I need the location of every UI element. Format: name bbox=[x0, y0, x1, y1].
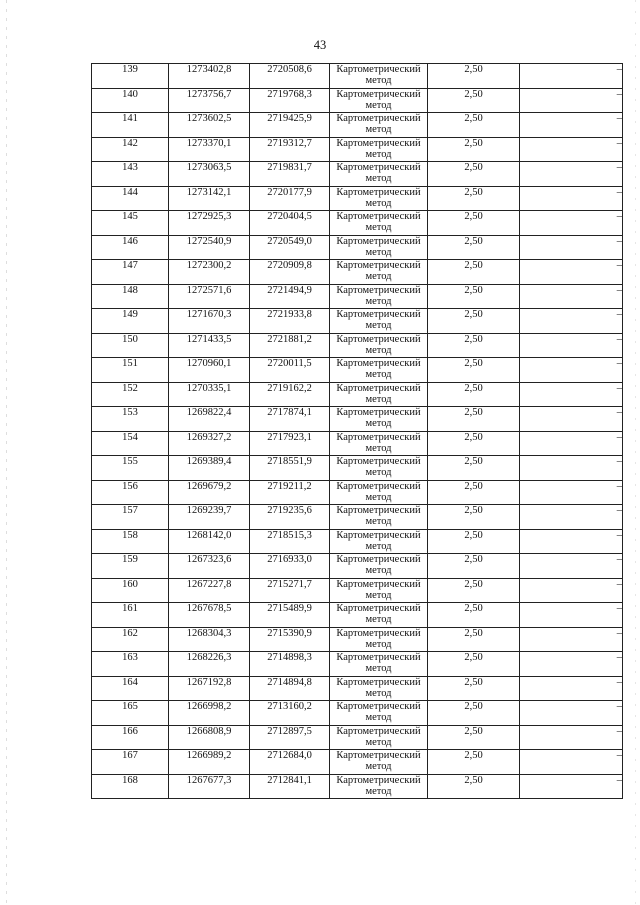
table-row bbox=[92, 64, 623, 89]
method-cell bbox=[330, 211, 428, 236]
x-coordinate-cell: 1266989,2 bbox=[169, 750, 250, 775]
x-coordinate-cell: 1272540,9 bbox=[169, 235, 250, 260]
y-coordinate-cell: 2717923,1 bbox=[250, 431, 330, 456]
point-number-cell: 168 bbox=[92, 774, 169, 799]
description-cell: – bbox=[520, 186, 623, 211]
method-line-1: Картометрический bbox=[336, 113, 421, 124]
description-cell: – bbox=[520, 162, 623, 187]
x-coordinate-cell: 1269389,4 bbox=[169, 456, 250, 481]
precision-cell: 2,50 bbox=[428, 725, 520, 750]
table-row bbox=[92, 88, 623, 113]
y-coordinate-cell: 2715390,9 bbox=[250, 627, 330, 652]
method-cell bbox=[330, 407, 428, 432]
table-row bbox=[92, 113, 623, 138]
table-row bbox=[92, 162, 623, 187]
method-line-1: Картометрический bbox=[336, 750, 421, 761]
method-line-1: Картометрический bbox=[336, 137, 421, 149]
precision-cell: 2,50 bbox=[428, 64, 520, 89]
method-line-2: метод bbox=[365, 246, 392, 258]
description-cell: – bbox=[520, 627, 623, 652]
method-line-2: метод bbox=[365, 540, 392, 552]
x-coordinate-cell: 1267323,6 bbox=[169, 554, 250, 579]
method-line-2: метод bbox=[365, 173, 392, 184]
x-coordinate-cell: 1273756,7 bbox=[169, 88, 250, 113]
precision-cell: 2,50 bbox=[428, 554, 520, 579]
description-cell: – bbox=[520, 603, 623, 628]
precision-cell: 2,50 bbox=[428, 456, 520, 481]
point-number-cell: 156 bbox=[92, 480, 169, 505]
point-number-cell: 139 bbox=[92, 64, 169, 89]
method-line-2: метод bbox=[365, 271, 392, 282]
point-number-cell: 162 bbox=[92, 627, 169, 652]
table-row bbox=[92, 235, 623, 260]
precision-cell: 2,50 bbox=[428, 480, 520, 505]
description-cell: – bbox=[520, 431, 623, 456]
description-cell: – bbox=[520, 701, 623, 726]
point-number-cell: 155 bbox=[92, 456, 169, 481]
method-line-2: метод bbox=[365, 736, 392, 748]
precision-cell: 2,50 bbox=[428, 113, 520, 138]
precision-cell: 2,50 bbox=[428, 211, 520, 236]
x-coordinate-cell: 1272300,2 bbox=[169, 260, 250, 285]
y-coordinate-cell: 2714894,8 bbox=[250, 676, 330, 701]
x-coordinate-cell: 1268304,3 bbox=[169, 627, 250, 652]
y-coordinate-cell: 2721881,2 bbox=[250, 333, 330, 358]
method-line-2: метод bbox=[365, 687, 392, 699]
y-coordinate-cell: 2712841,1 bbox=[250, 774, 330, 799]
description-cell: – bbox=[520, 64, 623, 89]
method-cell bbox=[330, 505, 428, 530]
method-line-1: Картометрический bbox=[336, 725, 421, 737]
method-line-1: Картометрический bbox=[336, 554, 421, 565]
method-line-1: Картометрический bbox=[336, 456, 421, 467]
precision-cell: 2,50 bbox=[428, 88, 520, 113]
method-line-1: Картометрический bbox=[336, 260, 421, 271]
point-number-cell: 166 bbox=[92, 725, 169, 750]
method-line-2: метод bbox=[365, 418, 392, 429]
method-line-2: метод bbox=[365, 222, 392, 233]
point-number-cell: 141 bbox=[92, 113, 169, 138]
method-line-2: метод bbox=[365, 99, 392, 111]
method-line-1: Картометрический bbox=[336, 480, 421, 492]
method-cell bbox=[330, 309, 428, 334]
x-coordinate-cell: 1273602,5 bbox=[169, 113, 250, 138]
method-cell bbox=[330, 137, 428, 162]
table-row bbox=[92, 529, 623, 554]
point-number-cell: 163 bbox=[92, 652, 169, 677]
y-coordinate-cell: 2715271,7 bbox=[250, 578, 330, 603]
x-coordinate-cell: 1273063,5 bbox=[169, 162, 250, 187]
y-coordinate-cell: 2719211,2 bbox=[250, 480, 330, 505]
method-line-2: метод bbox=[365, 491, 392, 503]
x-coordinate-cell: 1266998,2 bbox=[169, 701, 250, 726]
scan-edge-right bbox=[635, 0, 636, 905]
x-coordinate-cell: 1267192,8 bbox=[169, 676, 250, 701]
method-line-1: Картометрический bbox=[336, 431, 421, 443]
y-coordinate-cell: 2721933,8 bbox=[250, 309, 330, 334]
method-line-1: Картометрический bbox=[336, 333, 421, 345]
method-line-1: Картометрический bbox=[336, 309, 421, 320]
method-line-1: Картометрический bbox=[336, 358, 421, 369]
method-line-1: Картометрический bbox=[336, 603, 421, 614]
method-cell bbox=[330, 603, 428, 628]
table-row bbox=[92, 578, 623, 603]
method-line-1: Картометрический bbox=[336, 676, 421, 688]
table-row bbox=[92, 652, 623, 677]
method-cell bbox=[330, 578, 428, 603]
point-number-cell: 154 bbox=[92, 431, 169, 456]
method-line-2: метод bbox=[365, 467, 392, 478]
method-cell bbox=[330, 676, 428, 701]
description-cell: – bbox=[520, 725, 623, 750]
method-line-1: Картометрический bbox=[336, 64, 421, 75]
table-row bbox=[92, 382, 623, 407]
method-cell bbox=[330, 701, 428, 726]
description-cell: – bbox=[520, 260, 623, 285]
point-number-cell: 148 bbox=[92, 284, 169, 309]
precision-cell: 2,50 bbox=[428, 407, 520, 432]
precision-cell: 2,50 bbox=[428, 162, 520, 187]
description-cell: – bbox=[520, 235, 623, 260]
point-number-cell: 159 bbox=[92, 554, 169, 579]
y-coordinate-cell: 2718551,9 bbox=[250, 456, 330, 481]
table-row bbox=[92, 284, 623, 309]
description-cell: – bbox=[520, 309, 623, 334]
y-coordinate-cell: 2712897,5 bbox=[250, 725, 330, 750]
precision-cell: 2,50 bbox=[428, 578, 520, 603]
method-line-2: метод bbox=[365, 393, 392, 405]
precision-cell: 2,50 bbox=[428, 382, 520, 407]
method-cell bbox=[330, 627, 428, 652]
x-coordinate-cell: 1272925,3 bbox=[169, 211, 250, 236]
method-line-2: метод bbox=[365, 785, 392, 797]
x-coordinate-cell: 1267678,5 bbox=[169, 603, 250, 628]
description-cell: – bbox=[520, 284, 623, 309]
precision-cell: 2,50 bbox=[428, 186, 520, 211]
point-number-cell: 152 bbox=[92, 382, 169, 407]
description-cell: – bbox=[520, 554, 623, 579]
precision-cell: 2,50 bbox=[428, 431, 520, 456]
x-coordinate-cell: 1269679,2 bbox=[169, 480, 250, 505]
method-line-2: метод bbox=[365, 75, 392, 86]
method-cell bbox=[330, 529, 428, 554]
table-row bbox=[92, 407, 623, 432]
method-line-1: Картометрический bbox=[336, 505, 421, 516]
x-coordinate-cell: 1271670,3 bbox=[169, 309, 250, 334]
method-line-1: Картометрический bbox=[336, 407, 421, 418]
table-row bbox=[92, 309, 623, 334]
y-coordinate-cell: 2720549,0 bbox=[250, 235, 330, 260]
method-cell bbox=[330, 88, 428, 113]
method-cell bbox=[330, 284, 428, 309]
point-number-cell: 146 bbox=[92, 235, 169, 260]
description-cell: – bbox=[520, 333, 623, 358]
method-cell bbox=[330, 750, 428, 775]
method-line-2: метод bbox=[365, 712, 392, 723]
description-cell: – bbox=[520, 750, 623, 775]
method-line-1: Картометрический bbox=[336, 774, 421, 786]
table-row bbox=[92, 137, 623, 162]
method-cell bbox=[330, 652, 428, 677]
table-row bbox=[92, 480, 623, 505]
method-line-2: метод bbox=[365, 565, 392, 576]
description-cell: – bbox=[520, 382, 623, 407]
method-line-2: метод bbox=[365, 614, 392, 625]
y-coordinate-cell: 2716933,0 bbox=[250, 554, 330, 579]
point-number-cell: 140 bbox=[92, 88, 169, 113]
x-coordinate-cell: 1266808,9 bbox=[169, 725, 250, 750]
method-line-2: метод bbox=[365, 516, 392, 527]
description-cell: – bbox=[520, 456, 623, 481]
x-coordinate-cell: 1273370,1 bbox=[169, 137, 250, 162]
table-row bbox=[92, 358, 623, 383]
description-cell: – bbox=[520, 211, 623, 236]
point-number-cell: 161 bbox=[92, 603, 169, 628]
table-row bbox=[92, 554, 623, 579]
point-number-cell: 158 bbox=[92, 529, 169, 554]
x-coordinate-cell: 1271433,5 bbox=[169, 333, 250, 358]
table-row bbox=[92, 603, 623, 628]
method-line-2: метод bbox=[365, 589, 392, 601]
method-line-2: метод bbox=[365, 295, 392, 307]
method-line-2: метод bbox=[365, 320, 392, 331]
x-coordinate-cell: 1268226,3 bbox=[169, 652, 250, 677]
method-line-1: Картометрический bbox=[336, 211, 421, 222]
method-line-2: метод bbox=[365, 344, 392, 356]
table-row bbox=[92, 456, 623, 481]
point-number-cell: 160 bbox=[92, 578, 169, 603]
y-coordinate-cell: 2713160,2 bbox=[250, 701, 330, 726]
y-coordinate-cell: 2718515,3 bbox=[250, 529, 330, 554]
method-line-1: Картометрический bbox=[336, 578, 421, 590]
method-line-1: Картометрический bbox=[336, 88, 421, 100]
y-coordinate-cell: 2720177,9 bbox=[250, 186, 330, 211]
x-coordinate-cell: 1267227,8 bbox=[169, 578, 250, 603]
y-coordinate-cell: 2719162,2 bbox=[250, 382, 330, 407]
description-cell: – bbox=[520, 407, 623, 432]
y-coordinate-cell: 2719425,9 bbox=[250, 113, 330, 138]
method-line-2: метод bbox=[365, 442, 392, 454]
y-coordinate-cell: 2715489,9 bbox=[250, 603, 330, 628]
method-cell bbox=[330, 456, 428, 481]
method-line-2: метод bbox=[365, 124, 392, 135]
precision-cell: 2,50 bbox=[428, 603, 520, 628]
method-cell bbox=[330, 113, 428, 138]
coordinates-table-body bbox=[92, 64, 623, 799]
method-line-1: Картометрический bbox=[336, 529, 421, 541]
point-number-cell: 157 bbox=[92, 505, 169, 530]
description-cell: – bbox=[520, 676, 623, 701]
point-number-cell: 164 bbox=[92, 676, 169, 701]
precision-cell: 2,50 bbox=[428, 652, 520, 677]
x-coordinate-cell: 1273142,1 bbox=[169, 186, 250, 211]
method-line-2: метод bbox=[365, 197, 392, 209]
method-line-2: метод bbox=[365, 638, 392, 650]
table-row bbox=[92, 725, 623, 750]
precision-cell: 2,50 bbox=[428, 235, 520, 260]
method-line-2: метод bbox=[365, 148, 392, 160]
table-row bbox=[92, 186, 623, 211]
method-cell bbox=[330, 431, 428, 456]
method-line-1: Картометрический bbox=[336, 162, 421, 173]
precision-cell: 2,50 bbox=[428, 358, 520, 383]
y-coordinate-cell: 2720011,5 bbox=[250, 358, 330, 383]
table-row bbox=[92, 701, 623, 726]
description-cell: – bbox=[520, 505, 623, 530]
scan-edge-left bbox=[6, 0, 7, 905]
description-cell: – bbox=[520, 113, 623, 138]
x-coordinate-cell: 1269822,4 bbox=[169, 407, 250, 432]
description-cell: – bbox=[520, 88, 623, 113]
method-line-2: метод bbox=[365, 761, 392, 772]
point-number-cell: 165 bbox=[92, 701, 169, 726]
precision-cell: 2,50 bbox=[428, 701, 520, 726]
method-cell bbox=[330, 480, 428, 505]
description-cell: – bbox=[520, 652, 623, 677]
table-row bbox=[92, 431, 623, 456]
precision-cell: 2,50 bbox=[428, 750, 520, 775]
point-number-cell: 151 bbox=[92, 358, 169, 383]
method-cell bbox=[330, 774, 428, 799]
method-cell bbox=[330, 333, 428, 358]
coordinates-table-wrapper bbox=[91, 63, 623, 799]
point-number-cell: 147 bbox=[92, 260, 169, 285]
table-row bbox=[92, 627, 623, 652]
method-line-2: метод bbox=[365, 369, 392, 380]
coordinates-table bbox=[91, 63, 623, 799]
y-coordinate-cell: 2714898,3 bbox=[250, 652, 330, 677]
table-row bbox=[92, 333, 623, 358]
method-cell bbox=[330, 725, 428, 750]
table-row bbox=[92, 750, 623, 775]
x-coordinate-cell: 1269239,7 bbox=[169, 505, 250, 530]
table-row bbox=[92, 676, 623, 701]
method-cell bbox=[330, 162, 428, 187]
table-row bbox=[92, 260, 623, 285]
method-line-1: Картометрический bbox=[336, 627, 421, 639]
method-line-1: Картометрический bbox=[336, 652, 421, 663]
y-coordinate-cell: 2720404,5 bbox=[250, 211, 330, 236]
precision-cell: 2,50 bbox=[428, 284, 520, 309]
y-coordinate-cell: 2720909,8 bbox=[250, 260, 330, 285]
precision-cell: 2,50 bbox=[428, 137, 520, 162]
precision-cell: 2,50 bbox=[428, 676, 520, 701]
x-coordinate-cell: 1269327,2 bbox=[169, 431, 250, 456]
method-line-1: Картометрический bbox=[336, 382, 421, 394]
y-coordinate-cell: 2720508,6 bbox=[250, 64, 330, 89]
method-cell bbox=[330, 554, 428, 579]
y-coordinate-cell: 2712684,0 bbox=[250, 750, 330, 775]
table-row bbox=[92, 211, 623, 236]
point-number-cell: 167 bbox=[92, 750, 169, 775]
method-line-1: Картометрический bbox=[336, 235, 421, 247]
table-row bbox=[92, 505, 623, 530]
method-cell bbox=[330, 64, 428, 89]
y-coordinate-cell: 2719768,3 bbox=[250, 88, 330, 113]
description-cell: – bbox=[520, 358, 623, 383]
x-coordinate-cell: 1270335,1 bbox=[169, 382, 250, 407]
precision-cell: 2,50 bbox=[428, 774, 520, 799]
point-number-cell: 150 bbox=[92, 333, 169, 358]
point-number-cell: 144 bbox=[92, 186, 169, 211]
point-number-cell: 149 bbox=[92, 309, 169, 334]
method-line-1: Картометрический bbox=[336, 186, 421, 198]
precision-cell: 2,50 bbox=[428, 529, 520, 554]
x-coordinate-cell: 1270960,1 bbox=[169, 358, 250, 383]
method-line-2: метод bbox=[365, 663, 392, 674]
method-cell bbox=[330, 235, 428, 260]
precision-cell: 2,50 bbox=[428, 333, 520, 358]
description-cell: – bbox=[520, 137, 623, 162]
method-cell bbox=[330, 382, 428, 407]
description-cell: – bbox=[520, 529, 623, 554]
description-cell: – bbox=[520, 774, 623, 799]
precision-cell: 2,50 bbox=[428, 505, 520, 530]
precision-cell: 2,50 bbox=[428, 309, 520, 334]
x-coordinate-cell: 1272571,6 bbox=[169, 284, 250, 309]
point-number-cell: 142 bbox=[92, 137, 169, 162]
y-coordinate-cell: 2719235,6 bbox=[250, 505, 330, 530]
method-cell bbox=[330, 186, 428, 211]
method-cell bbox=[330, 358, 428, 383]
point-number-cell: 153 bbox=[92, 407, 169, 432]
y-coordinate-cell: 2717874,1 bbox=[250, 407, 330, 432]
method-line-1: Картометрический bbox=[336, 284, 421, 296]
precision-cell: 2,50 bbox=[428, 627, 520, 652]
method-cell bbox=[330, 260, 428, 285]
point-number-cell: 145 bbox=[92, 211, 169, 236]
table-row bbox=[92, 774, 623, 799]
description-cell: – bbox=[520, 480, 623, 505]
precision-cell: 2,50 bbox=[428, 260, 520, 285]
x-coordinate-cell: 1268142,0 bbox=[169, 529, 250, 554]
method-line-1: Картометрический bbox=[336, 701, 421, 712]
x-coordinate-cell: 1273402,8 bbox=[169, 64, 250, 89]
y-coordinate-cell: 2719312,7 bbox=[250, 137, 330, 162]
y-coordinate-cell: 2719831,7 bbox=[250, 162, 330, 187]
page-number: 43 bbox=[313, 38, 327, 52]
description-cell: – bbox=[520, 578, 623, 603]
point-number-cell: 143 bbox=[92, 162, 169, 187]
x-coordinate-cell: 1267677,3 bbox=[169, 774, 250, 799]
y-coordinate-cell: 2721494,9 bbox=[250, 284, 330, 309]
